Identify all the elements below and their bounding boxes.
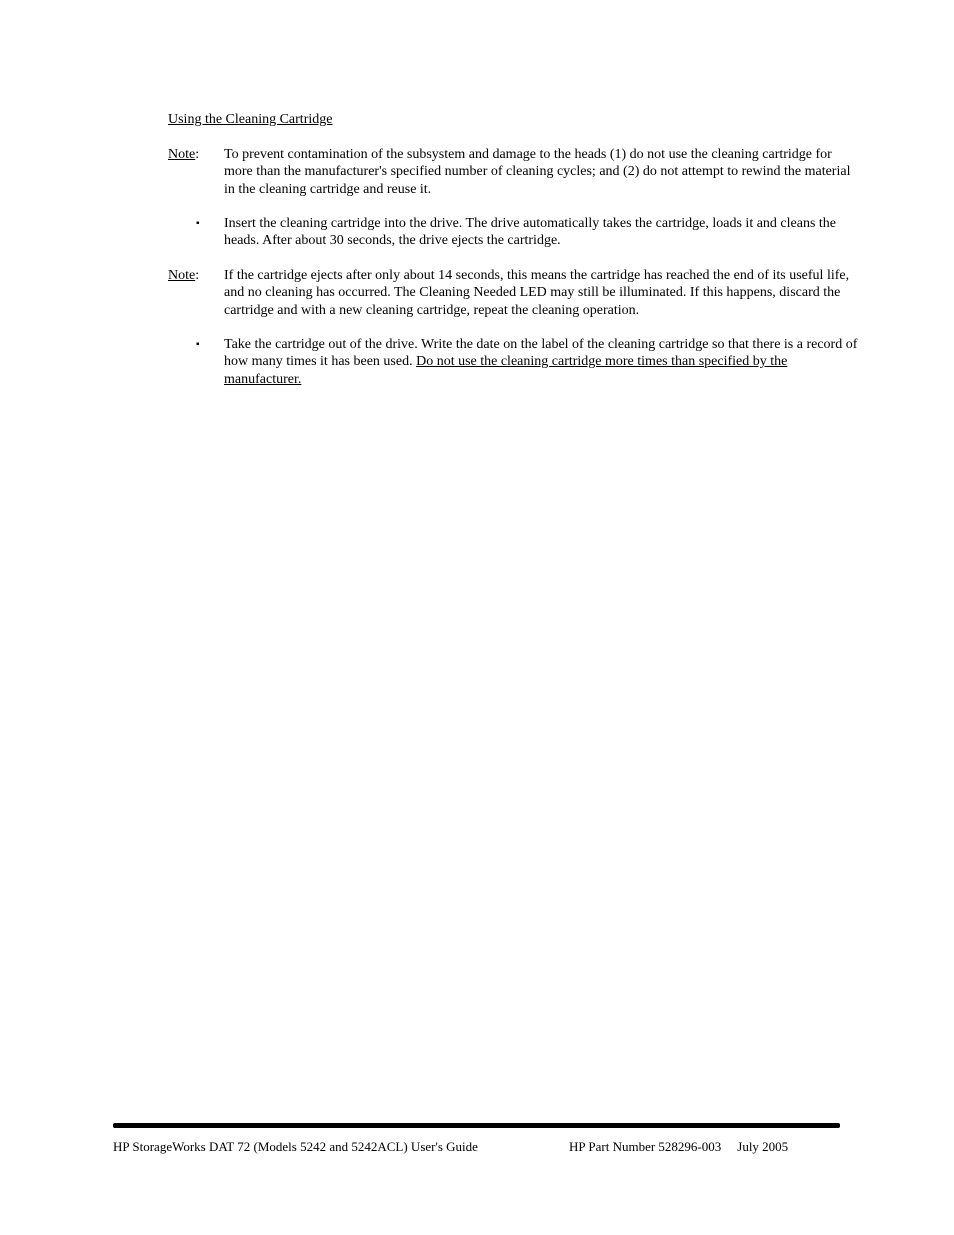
footer-title: HP StorageWorks DAT 72 (Models 5242 and 5242ACL) User's Guide — [113, 1139, 478, 1154]
note-label — [168, 267, 199, 284]
note-text: If the cartridge ejects after only about 14 seconds, this means the cartridge has reached the end of its useful life, and no cleaning has occurred. The Cleaning Needed LED may still be illuminated. If this happens, discard the cartridge and with a new cleaning cartridge, repeat the cleaning operation. — [224, 268, 850, 318]
step-text-main: Take the cartridge out of the drive. Write the date on the label of the cleaning cartridge so that there is a record of how many times it has been used. — [224, 337, 858, 370]
step-text — [224, 336, 864, 388]
step-text-emphasis: Do not use the cleaning cartridge more times than specified by the manufacturer. — [224, 354, 788, 387]
note-label-text: Note — [168, 147, 196, 162]
footer-date: July 2005 — [737, 1139, 789, 1154]
step-text: Insert the cleaning cartridge into the drive. The drive automatically takes the cartridge, loads it and cleans the heads. After about 30 seconds, the drive ejects the cartridge. — [224, 216, 837, 249]
footer-meta — [569, 1139, 788, 1155]
footer-part-number: HP Part Number 528296-003 — [569, 1139, 722, 1154]
section-heading: Using the Cleaning Cartridge — [168, 112, 333, 127]
note-label-colon: : — [195, 147, 200, 162]
note-text: To prevent contamination of the subsystem and damage to the heads (1) do not use the cleaning cartridge for more than the manufacturer's specified number of cleaning cycles; and (2) do not attempt to rewind the material in the cleaning cartridge and reuse it. — [224, 147, 851, 197]
note-label-colon: : — [195, 268, 200, 283]
note-label-text: Note — [168, 268, 196, 283]
bullet-marker: ▪ — [196, 339, 200, 350]
bullet-marker: ▪ — [196, 218, 200, 229]
note-label — [168, 146, 199, 163]
footer-rule — [113, 1123, 840, 1128]
